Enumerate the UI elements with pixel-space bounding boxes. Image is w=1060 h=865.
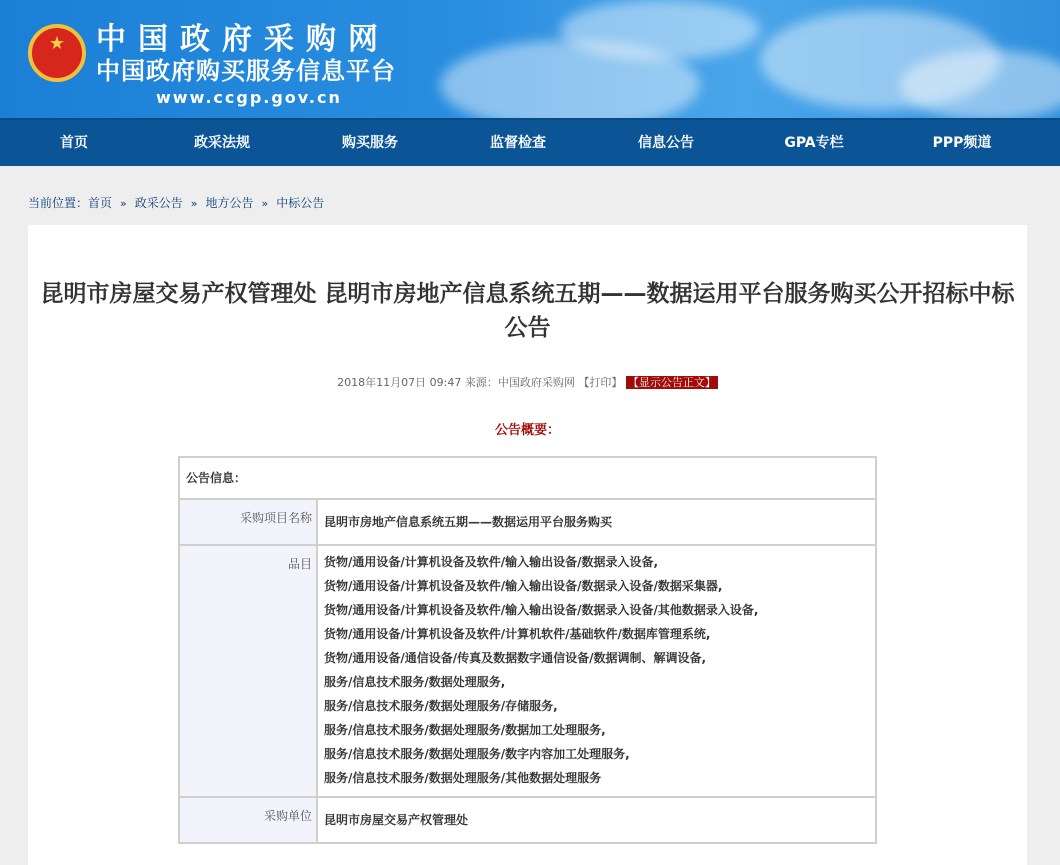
category-line: 服务/信息技术服务/数据处理服务/数字内容加工处理服务,: [324, 747, 630, 761]
breadcrumb-label: 当前位置：: [28, 196, 89, 210]
breadcrumb-separator: »: [120, 197, 127, 210]
table-row: [179, 499, 876, 545]
row-value: 昆明市房屋交易产权管理处: [317, 797, 876, 843]
article-panel: [28, 225, 1027, 865]
category-line: 货物/通用设备/计算机设备及软件/计算机软件/基础软件/数据库管理系统,: [324, 627, 711, 641]
category-line: 服务/信息技术服务/数据处理服务/存储服务,: [324, 699, 558, 713]
logo-subtitle: 中国政府购买服务信息平台: [96, 57, 396, 85]
category-line: 货物/通用设备/计算机设备及软件/输入输出设备/数据录入设备/其他数据录入设备,: [324, 603, 759, 617]
nav-home[interactable]: 首页: [60, 135, 88, 151]
print-link[interactable]: 【打印】: [578, 376, 623, 389]
nav-gpa[interactable]: GPA专栏: [784, 135, 844, 151]
category-line: 货物/通用设备/计算机设备及软件/输入输出设备/数据录入设备,: [324, 555, 659, 569]
site-banner: [0, 0, 1060, 118]
logo-title[interactable]: 中国政府采购网: [96, 22, 390, 57]
article-meta: [28, 375, 1027, 391]
table-heading: 公告信息：: [179, 457, 876, 499]
show-full-text-button[interactable]: 【显示公告正文】: [627, 376, 716, 389]
main-nav: [0, 118, 1060, 166]
row-label: 采购项目名称: [179, 499, 317, 545]
source: 来源：中国政府采购网: [464, 376, 575, 389]
category-line: 服务/信息技术服务/数据处理服务/其他数据处理服务: [324, 771, 602, 785]
table-row: [179, 797, 876, 843]
breadcrumb-procurement[interactable]: 政采公告: [134, 196, 183, 210]
announcement-info-table: [178, 456, 877, 844]
nav-purchase-services[interactable]: 购买服务: [342, 135, 398, 151]
breadcrumb-award[interactable]: 中标公告: [276, 196, 325, 210]
breadcrumb-separator: »: [190, 197, 198, 210]
category-line: 服务/信息技术服务/数据处理服务,: [324, 675, 506, 689]
category-line: 货物/通用设备/计算机设备及软件/输入输出设备/数据录入设备/数据采集器,: [324, 579, 723, 593]
table-row: [179, 545, 876, 797]
row-value: [317, 545, 876, 797]
row-label: 品目: [179, 545, 317, 797]
table-row: [179, 457, 876, 499]
nav-supervision[interactable]: 监督检查: [490, 135, 546, 151]
breadcrumb-separator: »: [261, 197, 269, 210]
nav-regulations[interactable]: 政采法规: [194, 135, 250, 151]
national-emblem-icon: ★: [28, 24, 86, 82]
row-label: 采购单位: [179, 797, 317, 843]
article-title: 昆明市房屋交易产权管理处 昆明市房地产信息系统五期——数据运用平台服务购买公开招标中标公告: [40, 281, 1015, 341]
breadcrumb: [28, 195, 324, 212]
breadcrumb-local[interactable]: 地方公告: [205, 196, 254, 210]
category-line: 服务/信息技术服务/数据处理服务/数据加工处理服务,: [324, 723, 606, 737]
nav-announcements[interactable]: 信息公告: [638, 135, 694, 151]
summary-heading: 公告概要：: [494, 423, 560, 438]
breadcrumb-home[interactable]: 首页: [88, 196, 113, 210]
nav-ppp[interactable]: PPP频道: [932, 135, 992, 151]
publish-datetime: 2018年11月07日 09:47: [337, 376, 462, 389]
category-line: 货物/通用设备/通信设备/传真及数据数字通信设备/数据调制、解调设备,: [324, 651, 707, 665]
logo-url: www.ccgp.gov.cn: [156, 88, 342, 107]
row-value: 昆明市房地产信息系统五期——数据运用平台服务购买: [317, 499, 876, 545]
